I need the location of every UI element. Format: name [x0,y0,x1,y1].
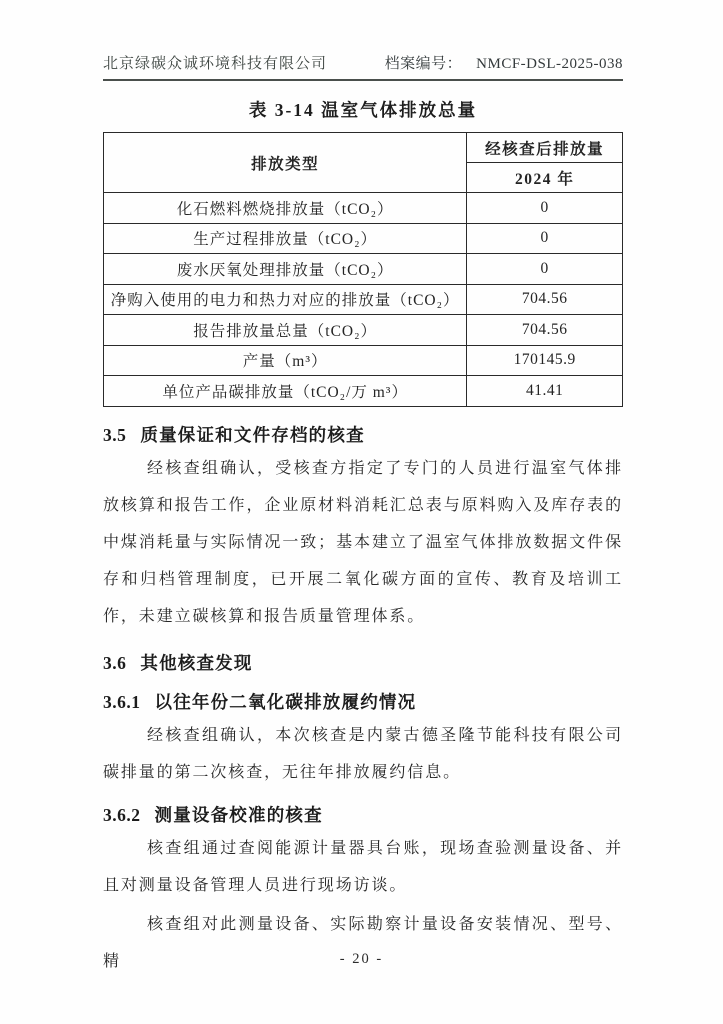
row-value: 704.56 [467,315,623,346]
row-label: 报告排放量总量（tCO₂） [104,315,467,346]
section-title: 其他核查发现 [140,652,253,673]
section-number: 3.5 [103,424,127,445]
row-value: 0 [467,193,623,224]
row-label: 废水厌氧处理排放量（tCO₂） [104,254,467,285]
table-row [104,345,623,376]
section-number: 3.6.1 [103,691,141,712]
file-number [385,52,623,73]
paragraph: 经核查组确认，本次核查是内蒙古德圣隆节能科技有限公司碳排量的第二次核查，无往年排放履约信息。 [103,726,623,781]
table-row [104,254,623,285]
row-label: 生产过程排放量（tCO₂） [104,223,467,254]
table-row [104,284,623,315]
row-value: 0 [467,254,623,285]
row-value: 170145.9 [467,345,623,376]
page-number: - 20 - [339,951,384,967]
section-title: 质量保证和文件存档的核查 [140,424,365,445]
section-title: 测量设备校准的核查 [154,804,323,825]
section-heading-3-5 [103,420,623,450]
row-value: 704.56 [467,284,623,315]
file-number-value: NMCF-DSL-2025-038 [476,56,623,72]
header-cell-verified: 经核查后排放量 [467,133,623,163]
row-label: 净购入使用的电力和热力对应的排放量（tCO₂） [104,284,467,315]
row-label: 化石燃料燃烧排放量（tCO₂） [104,193,467,224]
paragraph: 经核查组确认，受核查方指定了专门的人员进行温室气体排放核算和报告工作，企业原材料消耗汇总表与原料购入及库存表的中煤消耗量与实际情况一致；基本建立了温室气体排放数据文件保存和归档管理制度，已开展二氧化碳方面的宣传、教育及培训工作，未建立碳核算和报告质量管理体系。 [103,459,623,625]
table-header-row-1 [104,133,623,163]
paragraph: 核查组对此测量设备、实际勘察计量设备安装情况、型号、精 [103,915,623,970]
file-number-label: 档案编号： [384,56,463,72]
table-row [104,223,623,254]
company-name: 北京绿碳众诚环境科技有限公司 [103,56,328,72]
section-number: 3.6.2 [103,804,141,825]
table-row [104,376,623,407]
section-heading-3-6-2 [103,800,623,830]
section-heading-3-6-1 [103,687,623,717]
header-cell-type: 排放类型 [104,133,467,193]
row-label: 单位产品碳排放量（tCO₂/万 m³） [104,376,467,407]
row-value: 41.41 [467,376,623,407]
table-title: 表 3-14 温室气体排放总量 [248,100,478,120]
section-heading-3-6 [103,648,623,678]
paragraph: 核查组通过查阅能源计量器具台账，现场查验测量设备、并且对测量设备管理人员进行现场访谈。 [103,839,623,894]
header-cell-year: 2024 年 [467,163,623,193]
section-title: 以往年份二氧化碳排放履约情况 [154,691,417,712]
table-row [104,193,623,224]
row-value: 0 [467,223,623,254]
table-row [104,315,623,346]
document-header [103,52,623,81]
emissions-table [103,132,623,407]
section-number: 3.6 [103,652,127,673]
row-label: 产量（m³） [104,345,467,376]
